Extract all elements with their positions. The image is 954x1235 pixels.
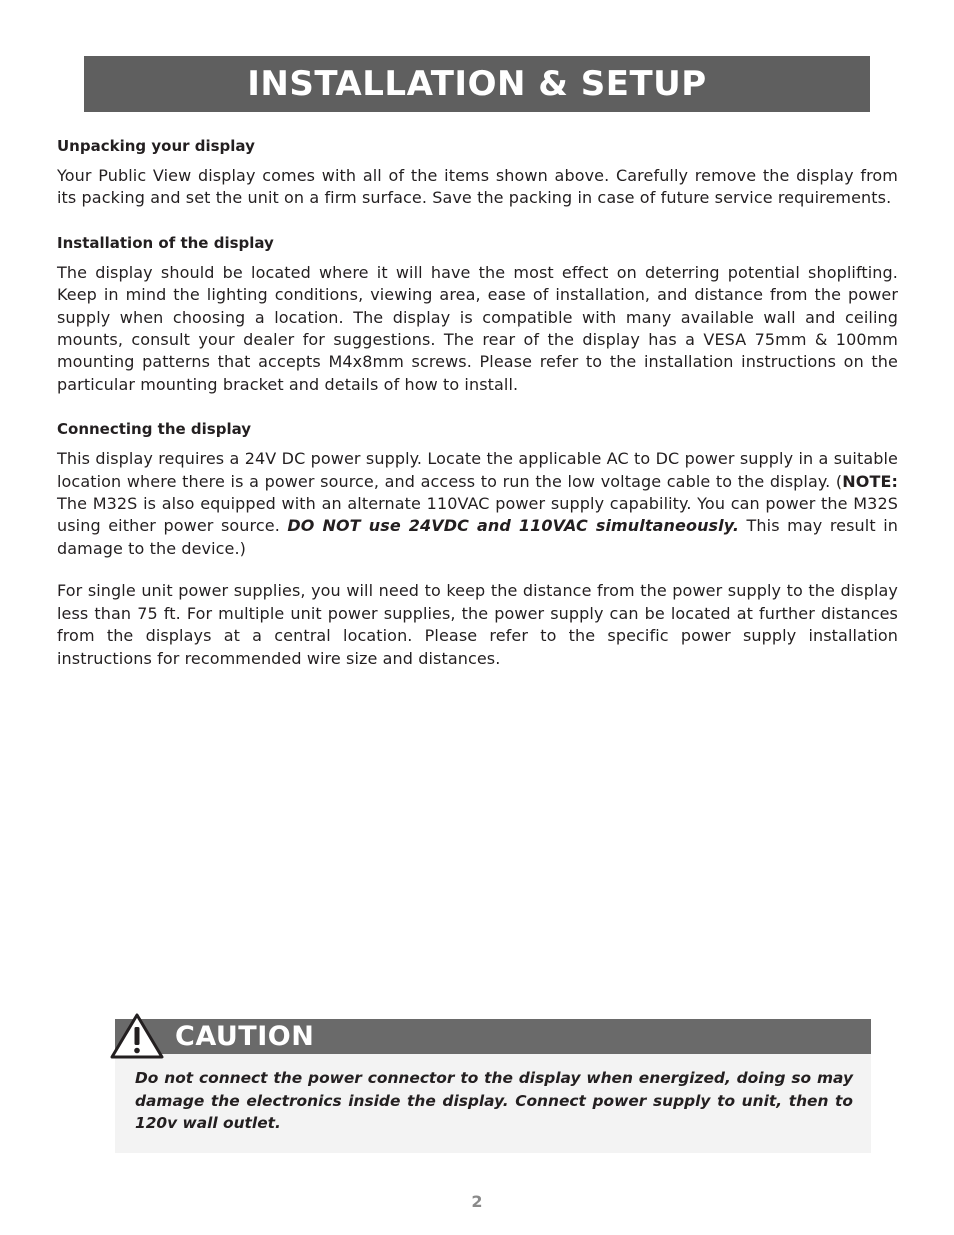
section-body — [57, 448, 898, 560]
main-content — [57, 133, 898, 690]
section-installation — [57, 230, 898, 396]
body-text: This may result in damage to the device.) — [57, 516, 899, 558]
section-body: Your Public View display comes with all of the items shown above. Carefully remove the display from its packing and set the unit on a firm surface. Save the packing in case of future service requirements. — [57, 166, 898, 208]
section-heading: Unpacking your display — [57, 137, 255, 155]
page-number: 2 — [471, 1192, 483, 1211]
caution-text: Do not connect the power connector to the display when energized, doing so may damage the electronics inside the display. Connect power supply to unit, then to 120v wall outlet. — [135, 1069, 853, 1132]
note-label: NOTE: — [842, 471, 898, 491]
warning-text: DO NOT use 24VDC and 110VAC simultaneously. — [287, 516, 740, 536]
caution-title: CAUTION — [175, 1021, 315, 1052]
section-body: The display should be located where it will have the most effect on deterring potential shoplifting. Keep in mind the lighting conditions, viewing area, ease of installation, and distance from the power supply when choosing a location. The display is compatible with many available wall and ceiling mounts, consult your dealer for suggestions. The rear of the display has a VESA 75mm & 100mm mounting patterns that accepts M4x8mm screws. Please refer to the installation instructions on the particular mounting bracket and details of how to install. — [57, 262, 898, 394]
caution-header-bar — [115, 1019, 871, 1054]
section-heading: Installation of the display — [57, 233, 274, 252]
section-connecting — [57, 416, 898, 670]
page-title-bar — [84, 56, 870, 112]
caution-box — [115, 1019, 871, 1153]
page-title: INSTALLATION & SETUP — [247, 64, 707, 104]
section-unpacking — [57, 133, 898, 210]
section-body-2: For single unit power supplies, you will need to keep the distance from the power supply to the display less than 75 ft. For multiple unit power supplies, the power supply can be located at further distances from the displays at a central location. Please refer to the specific power supply installation instructions for recommended wire size and distances. — [57, 581, 898, 668]
body-text: The M32S is also equipped with an alternate 110VAC power supply capability. You can power the M32S using either power source. — [57, 494, 898, 536]
body-text: This display requires a 24V DC power supply. Locate the applicable AC to DC power supply in a suitable location where there is a power source, and access to run the low voltage cable to the display. ( — [57, 449, 898, 491]
warning-triangle-icon — [109, 1012, 165, 1060]
section-heading: Connecting the display — [57, 420, 252, 439]
